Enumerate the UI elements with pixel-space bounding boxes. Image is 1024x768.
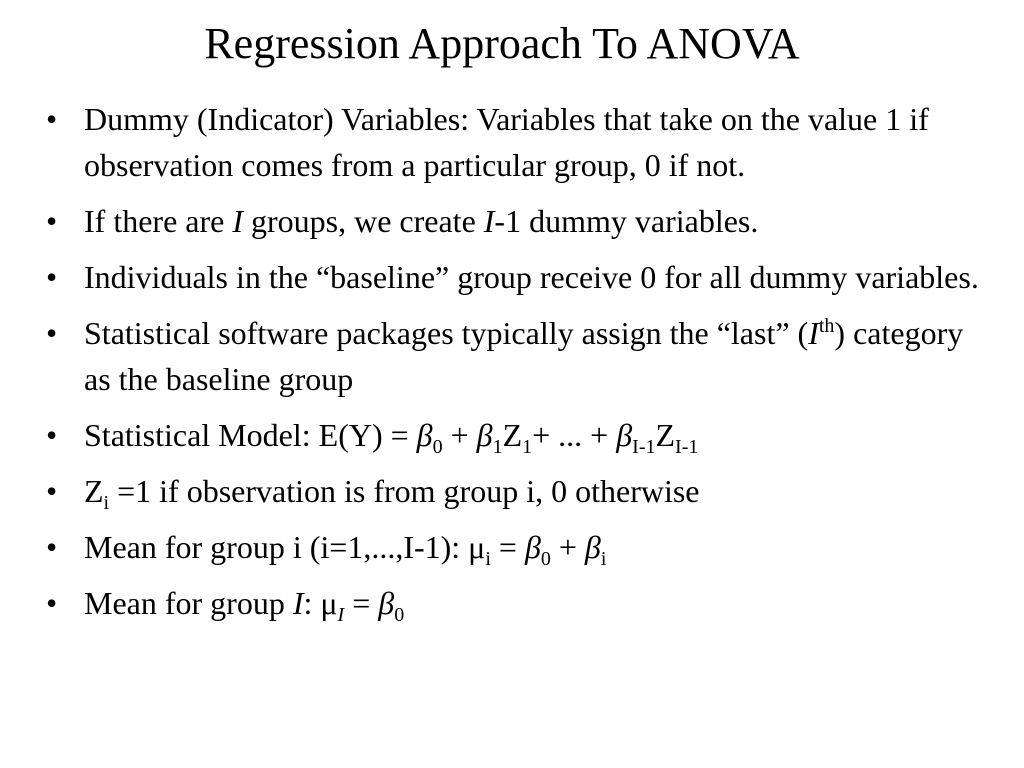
- bullet-item-dummy-variables: [46, 96, 986, 188]
- beta-symbol: β: [378, 585, 395, 621]
- bullet-item-i-groups: [46, 198, 986, 244]
- bullet-text-part: + ... +: [532, 417, 617, 453]
- plus-sign: +: [550, 529, 585, 565]
- bullet-text-part: Mean for group: [84, 585, 293, 621]
- subscript: 0: [540, 548, 551, 570]
- bullet-text-part: =1 if observation is from group i, 0 otherwise: [109, 473, 700, 509]
- mu-symbol: μ: [468, 529, 486, 565]
- bullet-dot-icon: •: [46, 585, 58, 621]
- bullet-dot-icon: •: [46, 417, 58, 453]
- bullet-text: Dummy (Indicator) Variables: Variables that take on the value 1 if observation comes from a particular group, 0 if not.: [84, 101, 929, 183]
- bullet-item-baseline-group: [46, 254, 986, 300]
- subscript: I-1: [632, 436, 656, 458]
- bullet-dot-icon: •: [46, 529, 58, 565]
- subscript: 1: [522, 436, 533, 458]
- bullet-item-mean-group-I: [46, 580, 986, 626]
- bullet-text-part: ) category as the baseline group: [84, 315, 964, 397]
- beta-symbol: β: [524, 529, 541, 565]
- bullet-list: [46, 96, 986, 636]
- beta-symbol: β: [476, 417, 493, 453]
- bullet-text-part: If there are: [84, 203, 233, 239]
- subscript: I: [337, 604, 345, 626]
- beta-symbol: β: [416, 417, 433, 453]
- slide-title: Regression Approach To ANOVA: [204, 19, 800, 68]
- subscript: i: [485, 548, 491, 570]
- subscript: I-1: [675, 436, 699, 458]
- beta-symbol: β: [584, 529, 601, 565]
- bullet-text-part: -1 dummy variables.: [494, 203, 759, 239]
- equals-sign: =: [490, 529, 525, 565]
- bullet-dot-icon: •: [46, 315, 58, 351]
- bullet-dot-icon: •: [46, 259, 58, 295]
- subscript: 0: [432, 436, 443, 458]
- bullet-text-part: :: [303, 585, 321, 621]
- bullet-text-part: Mean for group i (i=1,...,I-1):: [84, 529, 469, 565]
- subscript: 0: [394, 604, 405, 626]
- subscript: i: [103, 492, 110, 514]
- italic-i: I: [232, 203, 243, 239]
- italic-i: I: [483, 203, 495, 239]
- italic-i: I: [808, 315, 819, 351]
- italic-i: I: [292, 585, 304, 621]
- bullet-text-part: groups, we create: [242, 203, 484, 239]
- subscript: i: [600, 548, 607, 570]
- superscript-th: th: [818, 315, 835, 337]
- equals-sign: =: [344, 585, 379, 621]
- plus-sign: +: [442, 417, 477, 453]
- beta-symbol: β: [616, 417, 633, 453]
- bullet-dot-icon: •: [46, 101, 58, 137]
- mu-symbol: μ: [320, 585, 338, 621]
- bullet-item-software-baseline: [46, 310, 986, 402]
- bullet-item-zi-definition: [46, 468, 986, 514]
- bullet-text-part: Statistical Model: E(Y) =: [84, 417, 417, 453]
- bullet-text: Individuals in the “baseline” group receive 0 for all dummy variables.: [84, 259, 979, 295]
- subscript: 1: [492, 436, 503, 458]
- bullet-dot-icon: •: [46, 473, 58, 509]
- bullet-item-mean-group-i: [46, 524, 986, 570]
- z-variable: Z: [84, 473, 104, 509]
- z-variable: Z: [655, 417, 676, 453]
- z-variable: Z: [502, 417, 523, 453]
- bullet-dot-icon: •: [46, 203, 58, 239]
- bullet-text-part: Statistical software packages typically assign the “last” (: [84, 315, 809, 351]
- bullet-item-statistical-model: [46, 412, 986, 458]
